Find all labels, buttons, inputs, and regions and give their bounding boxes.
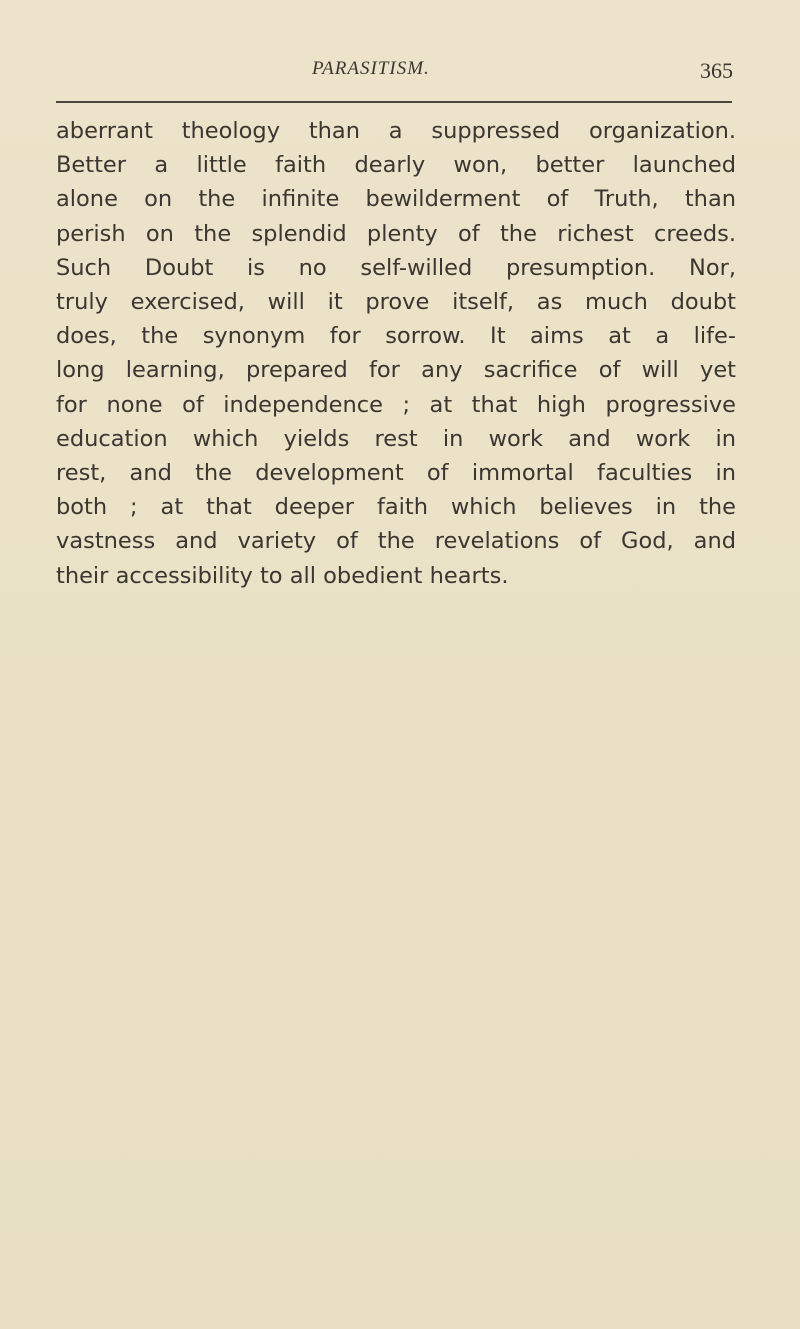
page-number: 365 [700, 58, 733, 83]
text-line-last: their accessibility to all obedient hearts. [56, 562, 509, 589]
text-line: both ; at that deeper faith which believes in the [56, 494, 736, 521]
text-line: alone on the infinite bewilderment of Truth, than [56, 186, 736, 213]
text-line: truly exercised, will it prove itself, as much doubt [56, 289, 736, 316]
text-line: does, the synonym for sorrow. It aims at a life- [56, 323, 736, 350]
running-head-title: PARASITISM. [312, 58, 430, 79]
header-rule [56, 101, 732, 103]
text-line: perish on the splendid plenty of the richest creeds. [56, 220, 736, 247]
running-head [0, 50, 800, 90]
body-paragraph [56, 114, 736, 593]
text-line: long learning, prepared for any sacrifice of will yet [56, 357, 736, 384]
text-line: vastness and variety of the revelations of God, and [56, 528, 736, 555]
text-line: rest, and the development of immortal faculties in [56, 460, 736, 487]
text-line: aberrant theology than a suppressed organization. [56, 118, 736, 144]
text-line: education which yields rest in work and work in [56, 425, 736, 452]
text-line: Such Doubt is no self-willed presumption. Nor, [56, 254, 736, 281]
text-line: for none of independence ; at that high progressive [56, 391, 736, 418]
text-line: Better a little faith dearly won, better launched [56, 152, 736, 179]
